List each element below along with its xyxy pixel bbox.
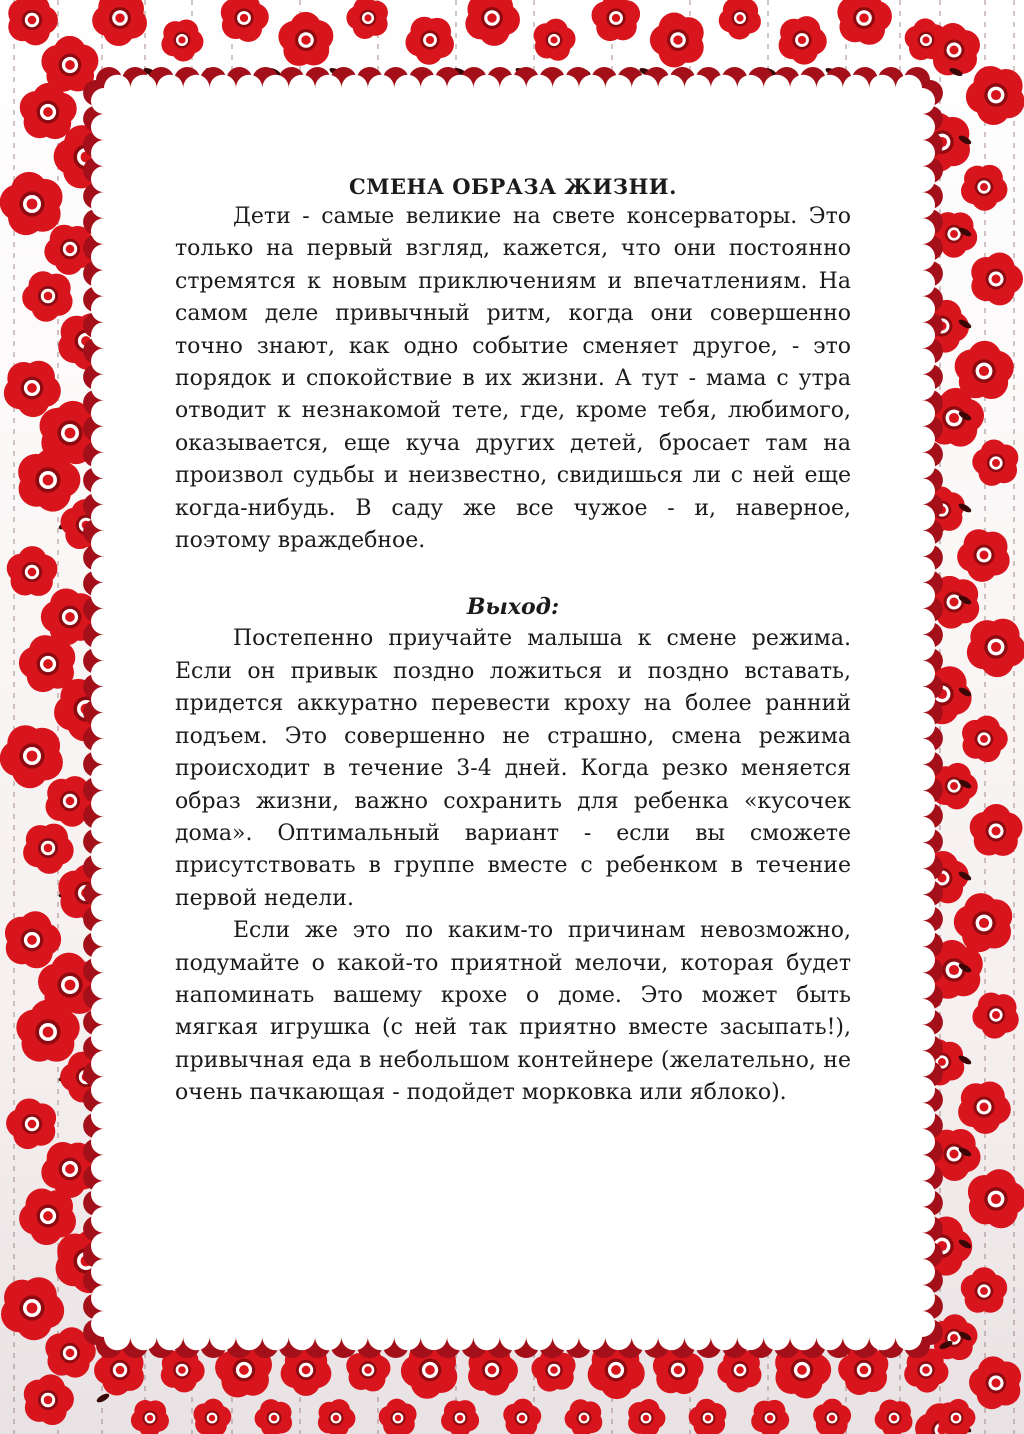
intro-paragraph: Дети - самые великие на свете консерваторы. Это только на первый взгляд, кажется, что они постоянно стремятся к новым приключениям и впечатлениям. На самом деле привычный ритм, когда они совершенно точно знают, как одно событие сменяет другое, - это порядок и спокойствие в их жизни. А тут - мама с утра отводит к незнакомой тете, где, кроме тебя, любимого, оказывается, еще куча других детей, бросает там на произвол судьбы и неизвестно, свидишься ли с ней еще когда-нибудь. В саду же все чужое - и, наверное, поэтому враждебное. [175,204,851,554]
article-title: СМЕНА ОБРАЗА ЖИЗНИ. [349,174,677,199]
solution-paragraph-1: Постепенно приучайте малыша к смене режима. Если он привык поздно ложиться и поздно вставать, придется аккуратно перевести кроху на более ранний подъем. Это совершенно не страшно, смена режима происходит в течение 3-4 дней. Когда резко меняется образ жизни, важно сохранить для ребенка «кусочек дома». Оптимальный вариант - если вы сможете присутствовать в группе вместе с ребенком в течение первой недели. [175,626,851,911]
solution-paragraph-2: Если же это по каким-то причинам невозможно, подумайте о какой-то приятной мелочи, которая будет напоминать вашему крохе о доме. Это может быть мягкая игрушка (с ней так приятно вместе засыпать!), привычная еда в небольшом контейнере (желательно, не очень пачкающая - подойдет морковка или яблоко). [175,918,851,1106]
article-body [175,174,851,1110]
solution-heading: Выход: [466,594,560,621]
